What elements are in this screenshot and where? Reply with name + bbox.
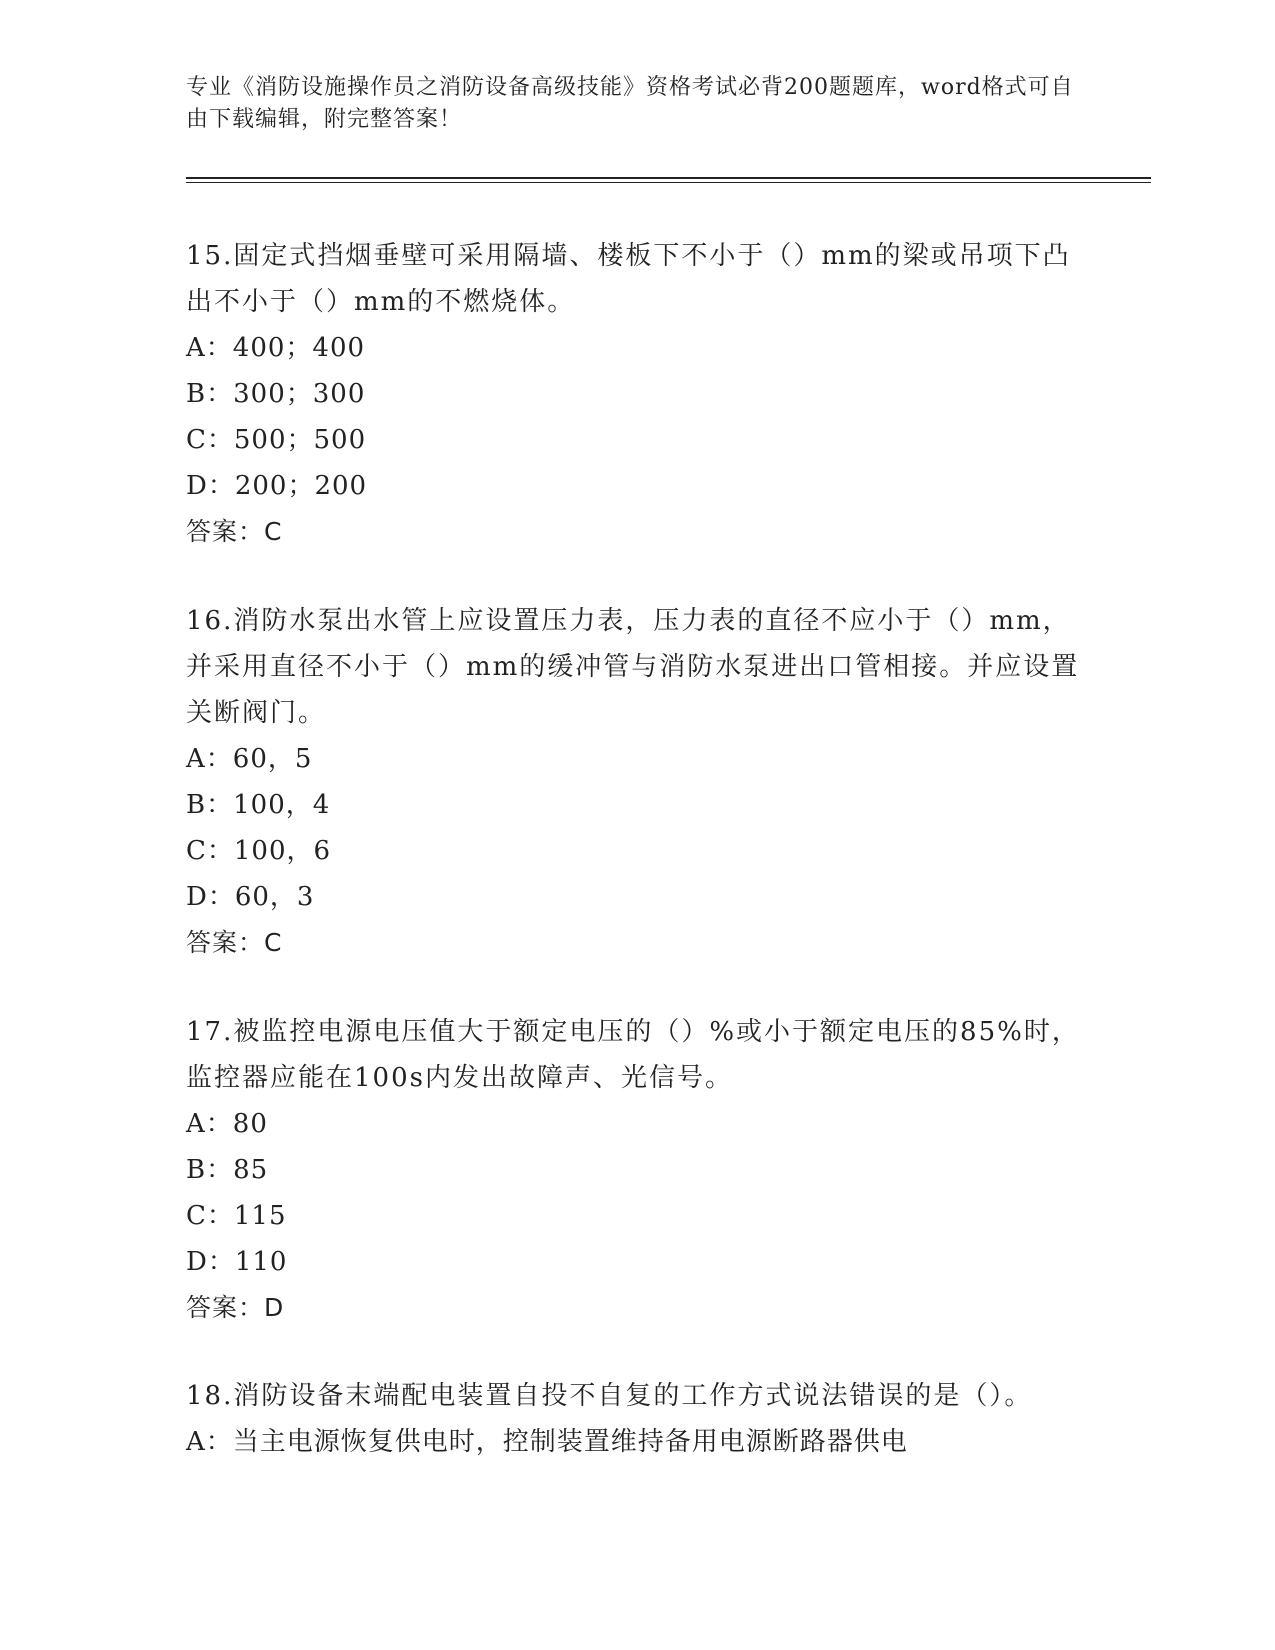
question-stem: 16.消防水泵出水管上应设置压力表，压力表的直径不应小于（）mm，并采用直径不小于（）mm的缓冲管与消防水泵进出口管相接。并应设置关断阀门。 (186, 606, 1080, 728)
option-a: A：400；400 (186, 333, 366, 363)
header-divider-thin (186, 182, 1151, 183)
question-16 (186, 598, 1086, 966)
option-a: A：当主电源恢复供电时，控制装置维持备用电源断路器供电 (186, 1427, 908, 1457)
answer-line: 答案：C (186, 928, 283, 957)
option-c: C：100，6 (186, 836, 332, 866)
option-c: C：500；500 (186, 425, 367, 455)
option-a: A：80 (186, 1109, 268, 1139)
question-stem: 15.固定式挡烟垂壁可采用隔墙、楼板下不小于（）mm的梁或吊项下凸出不小于（）mm的不燃烧体。 (186, 241, 1071, 317)
answer-line: 答案：D (186, 1293, 285, 1322)
option-a: A：60，5 (186, 744, 313, 774)
option-b: B：300；300 (186, 379, 366, 409)
header-divider-thick (186, 177, 1151, 179)
question-18 (186, 1373, 1086, 1465)
document-header (186, 72, 1086, 136)
option-d: D：200；200 (186, 471, 368, 501)
option-d: D：60，3 (186, 882, 315, 912)
question-15 (186, 233, 1086, 555)
option-c: C：115 (186, 1201, 287, 1231)
option-b: B：85 (186, 1155, 269, 1185)
question-17 (186, 1009, 1086, 1331)
option-b: B：100，4 (186, 790, 331, 820)
question-stem: 18.消防设备末端配电装置自投不自复的工作方式说法错误的是（）。 (186, 1381, 1033, 1411)
option-d: D：110 (186, 1247, 288, 1277)
answer-line: 答案：C (186, 517, 283, 546)
question-stem: 17.被监控电源电压值大于额定电压的（）%或小于额定电压的85%时，监控器应能在100s内发出故障声、光信号。 (186, 1017, 1080, 1093)
header-intro-text: 专业《消防设施操作员之消防设备高级技能》资格考试必背200题题库，word格式可自由下载编辑，附完整答案！ (186, 75, 1074, 132)
